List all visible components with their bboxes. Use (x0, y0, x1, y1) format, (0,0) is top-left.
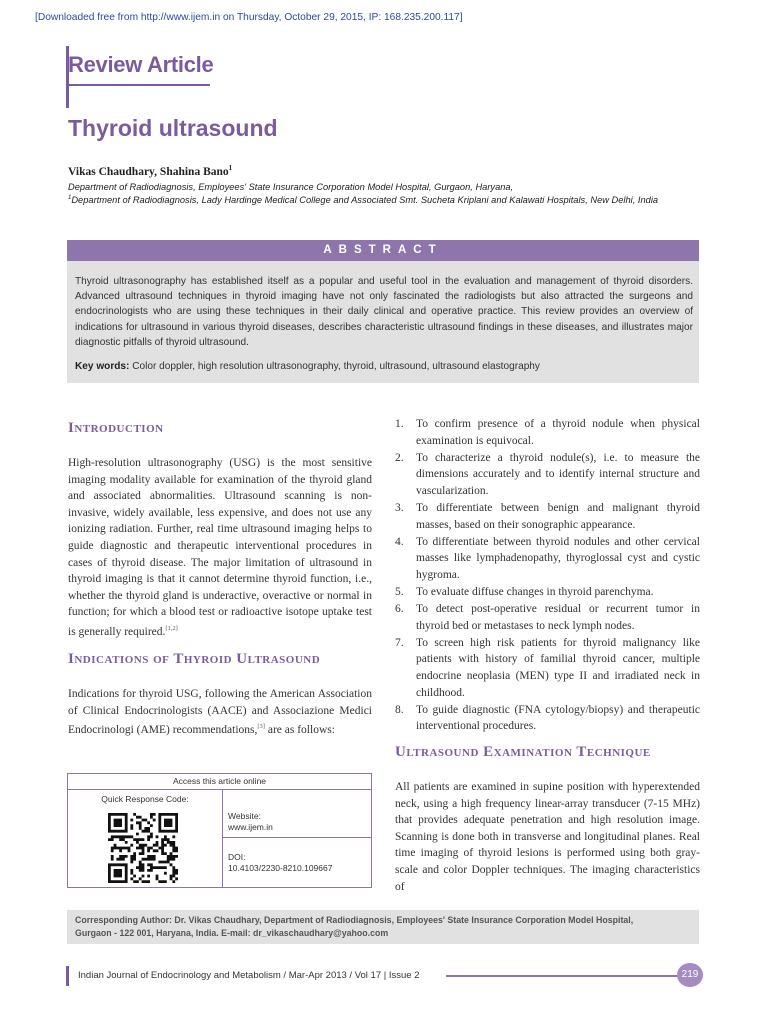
list-item-number: 4. (395, 535, 404, 548)
article-title: Thyroid ultrasound (68, 115, 278, 141)
list-item-text: To differentiate between thyroid nodules and other cervical masses like lymphadenopathy, thyroglossal cyst and cystic hygroma. (416, 535, 700, 581)
list-item-text: To detect post-operative residual or recurrent tumor in thyroid bed or metastases to neck lymph nodes. (416, 603, 700, 632)
affiliation-2-superscript: 1 (68, 195, 72, 201)
indications-body-end: are as follows: (264, 724, 335, 737)
website-cell (223, 789, 371, 838)
list-item-number: 7. (395, 636, 404, 649)
page-number-badge: 219 (677, 963, 703, 987)
introduction-ref: [1,2] (165, 624, 178, 632)
list-item (395, 534, 700, 584)
list-item-text: To guide diagnostic (FNA cytology/biopsy) and therapeutic interventional procedures. (416, 703, 700, 733)
author-list (68, 164, 232, 178)
journal-footer: Indian Journal of Endocrinology and Metabolism / Mar-Apr 2013 / Vol 17 | Issue 2 (78, 970, 420, 981)
list-item (395, 702, 700, 735)
qr-code-label: Quick Response Code: (101, 794, 189, 804)
list-item (395, 584, 700, 601)
affiliation-1: Department of Radiodiagnosis, Employees' State Insurance Corporation Model Hospital, Gurgaon, Haryana, (68, 182, 514, 192)
affiliation-2 (68, 195, 658, 205)
indications-list (395, 416, 700, 735)
list-item-text: To differentiate between benign and malignant thyroid masses, based on their sonographic appearance. (416, 501, 700, 531)
corresponding-line-1: Corresponding Author: Dr. Vikas Chaudhary, Department of Radiodiagnosis, Employees' State Insurance Corporation Model Hospital, (75, 915, 634, 925)
doi-label: DOI: (228, 852, 246, 862)
indications-body: Indications for thyroid USG, following the American Association of Clinical Endocrinologists (AACE) and Associazione Medici Endocrinologi (AME) recommendations, (68, 688, 372, 737)
list-item-number: 8. (395, 703, 404, 716)
list-item-number: 3. (395, 501, 404, 514)
list-item (395, 500, 700, 533)
download-note: [Downloaded free from http://www.ijem.in on Thursday, October 29, 2015, IP: 168.235.200.117] (35, 12, 463, 23)
qr-code-icon[interactable] (108, 813, 178, 883)
list-item-number: 1. (395, 418, 404, 430)
keywords-text: Color doppler, high resolution ultrasonography, thyroid, ultrasound, ultrasound elastography (129, 361, 540, 372)
access-box-title: Access this article online (68, 774, 371, 790)
list-item-number: 5. (395, 585, 404, 598)
list-item-text: To evaluate diffuse changes in thyroid parenchyma. (416, 585, 654, 598)
introduction-text (68, 455, 372, 640)
article-type-underline (68, 84, 210, 86)
authors-superscript: 1 (228, 164, 233, 172)
introduction-heading: Introduction (68, 420, 164, 436)
corresponding-line-2: Gurgaon - 122 001, Haryana, India. E-mail: dr_vikaschaudhary@yahoo.com (75, 928, 389, 938)
doi-cell (223, 838, 371, 887)
indications-heading: Indications of Thyroid Ultrasound (68, 651, 321, 667)
authors-text: Vikas Chaudhary, Shahina Bano (68, 165, 229, 178)
article-type-label: Review Article (68, 52, 214, 77)
list-item (395, 635, 700, 701)
list-item (395, 601, 700, 634)
doi-link[interactable]: 10.4103/2230-8210.109667 (228, 863, 333, 873)
access-article-box (67, 773, 372, 888)
list-item-text: To confirm presence of a thyroid nodule when physical examination is equivocal. (416, 418, 700, 447)
list-item-number: 6. (395, 603, 404, 616)
website-link[interactable]: www.ijem.in (228, 822, 273, 832)
affiliation-2-text: Department of Radiodiagnosis, Lady Hardinge Medical College and Associated Smt. Sucheta Kriplani and Kalawati Hospitals, New Delhi, India (71, 195, 659, 206)
keywords-label: Key words: (75, 361, 130, 372)
corresponding-author-text (75, 914, 695, 940)
list-item-number: 2. (395, 451, 404, 464)
introduction-body: High-resolution ultrasonography (USG) is the most sensitive imaging modality available for examination of the thyroid gland and associated abnormalities. Ultrasound scanning is non-invasive, widely available, less expensive, and does not use any ionizing radiation. Further, real time ultrasound imaging helps to guide diagnostic and therapeutic interventional procedures in cases of thyroid disease. The major limitation of ultrasound in thyroid imaging is that it cannot determine thyroid function, i.e., whether the thyroid gland is underactive, overactive or normal in function; for which a blood test or radioactive isotope uptake test is generally required. (68, 457, 372, 638)
indications-text (68, 686, 372, 739)
qr-code-cell (68, 789, 223, 887)
list-item-text: To screen high risk patients for thyroid malignancy like patients with history of familial thyroid cancer, multiple endocrine neoplasia (MEN) type II and irradiated neck in childhood. (416, 636, 700, 699)
website-label: Website: (228, 811, 261, 821)
list-item-text: To characterize a thyroid nodule(s), i.e. to measure the dimensions accurately and to identify internal structure and vascularization. (416, 451, 700, 497)
technique-text: All patients are examined in supine position with hyperextended neck, using a high frequency linear-array transducer (7-15 MHz) that provides adequate penetration and high resolution image. Scanning is done both in transverse and longitudinal planes. Real time imaging of thyroid lesions is performed using both gray-scale and color Doppler techniques. The imaging characteristics of (395, 781, 700, 893)
footer-bar (446, 975, 678, 977)
list-item (395, 416, 700, 449)
keywords (75, 361, 693, 372)
abstract-heading: ABSTRACT (67, 240, 699, 261)
abstract-text: Thyroid ultrasonography has established itself as a popular and useful tool in the evaluation and management of thyroid disorders. Advanced ultrasound techniques in thyroid imaging have not only fascinated the radiologists but also attracted the surgeons and endocrinologists who are using these techniques in their daily clinical and operative practice. This review provides an overview of indications for ultrasound in various thyroid diseases, describes characteristic ultrasound findings in these diseases, and illustrates major diagnostic pitfalls of thyroid ultrasound. (75, 276, 693, 348)
indications-ref: [3] (257, 723, 265, 731)
footer-accent-rule (66, 966, 69, 986)
list-item (395, 450, 700, 500)
technique-heading: Ultrasound Examination Technique (395, 744, 651, 760)
